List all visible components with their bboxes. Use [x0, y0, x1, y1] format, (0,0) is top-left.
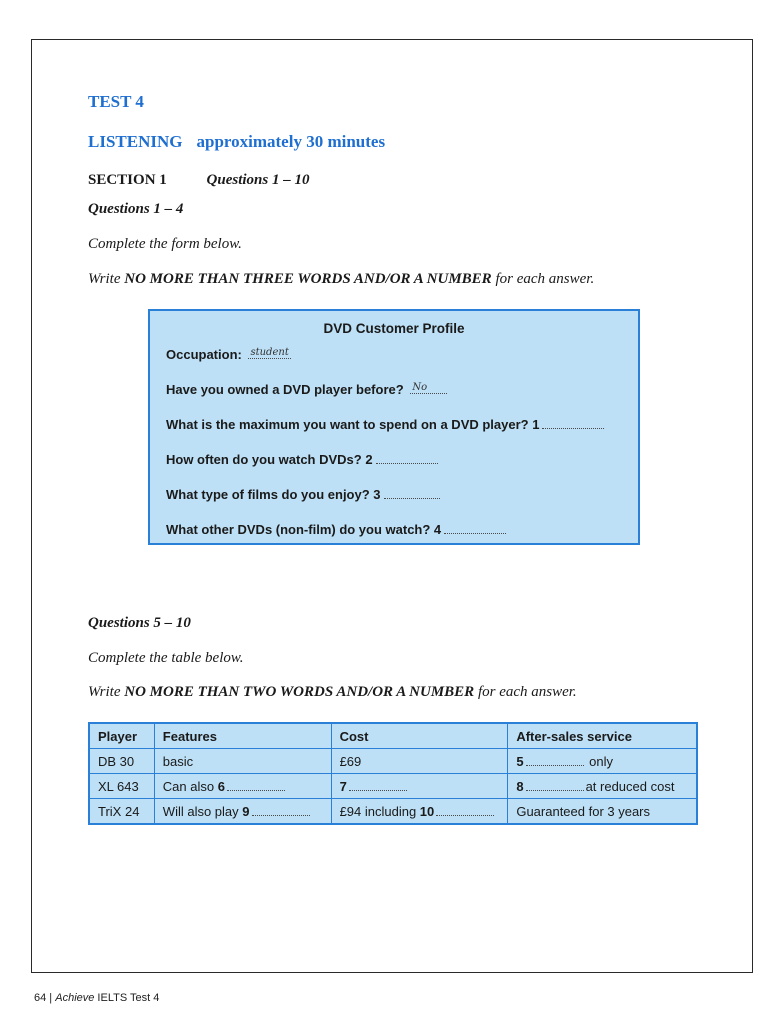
listening-duration: approximately 30 minutes	[196, 132, 386, 151]
cell-service	[508, 749, 697, 774]
instruction-limit: NO MORE THAN THREE WORDS AND/OR A NUMBER	[124, 271, 492, 287]
question-2-label: How often do you watch DVDs? 2	[166, 452, 373, 467]
part1-instruction-form: Complete the form below.	[88, 236, 242, 252]
answer-4-blank[interactable]	[444, 523, 506, 534]
cell-features	[154, 799, 331, 825]
cost-prefix: £94 including	[339, 803, 420, 819]
answer-9-blank[interactable]	[252, 805, 310, 816]
cell-player: XL 643	[89, 774, 154, 799]
cell-features: basic	[154, 749, 331, 774]
table-row	[89, 799, 697, 825]
header-cost: Cost	[331, 723, 508, 749]
section-questions: Questions 1 – 10	[206, 172, 310, 188]
question-2-row	[166, 452, 438, 467]
question-4-label: What other DVDs (non-film) do you watch? 4	[166, 522, 442, 537]
book-title-italic: Achieve	[55, 992, 95, 1004]
cell-cost	[331, 774, 508, 799]
section-heading	[88, 172, 309, 189]
instruction-limit: NO MORE THAN TWO WORDS AND/OR A NUMBER	[124, 684, 475, 700]
footer-separator: |	[46, 992, 56, 1004]
instruction-suffix: for each answer.	[474, 684, 577, 700]
instruction-prefix: Write	[88, 271, 125, 287]
table-row	[89, 774, 697, 799]
occupation-answer-text: student	[250, 347, 289, 358]
answer-5-blank[interactable]	[526, 755, 584, 766]
header-features: Features	[154, 723, 331, 749]
cell-cost: £69	[331, 749, 508, 774]
listening-heading	[88, 132, 385, 152]
cell-service	[508, 774, 697, 799]
part1-instruction-words	[88, 271, 594, 288]
dvd-customer-profile-form	[148, 309, 640, 545]
questions-1-4-heading: Questions 1 – 4	[88, 201, 184, 217]
test-title: TEST 4	[88, 92, 144, 111]
part2-instruction-words	[88, 684, 577, 701]
question-5-number: 5	[516, 753, 524, 769]
listening-label: LISTENING	[88, 132, 183, 151]
question-9-number: 9	[242, 803, 250, 819]
answer-8-blank[interactable]	[526, 780, 584, 791]
cell-cost	[331, 799, 508, 825]
question-8-number: 8	[516, 778, 524, 794]
question-7-number: 7	[339, 778, 347, 794]
question-4-row	[166, 522, 506, 537]
occupation-label: Occupation:	[166, 347, 242, 362]
answer-2-blank[interactable]	[376, 453, 438, 464]
service-suffix: only	[585, 753, 614, 769]
section-label: SECTION 1	[88, 172, 167, 188]
cell-player: DB 30	[89, 749, 154, 774]
answer-6-blank[interactable]	[227, 780, 285, 791]
question-3-label: What type of films do you enjoy? 3	[166, 487, 381, 502]
table-row	[89, 749, 697, 774]
instruction-prefix: Write	[88, 684, 125, 700]
table-header-row	[89, 723, 697, 749]
answer-1-blank[interactable]	[542, 418, 604, 429]
owned-player-answer-text: No	[412, 382, 428, 393]
header-after-sales: After-sales service	[508, 723, 697, 749]
answer-3-blank[interactable]	[384, 488, 440, 499]
answer-7-blank[interactable]	[349, 780, 407, 791]
cell-service: Guaranteed for 3 years	[508, 799, 697, 825]
question-3-row	[166, 487, 440, 502]
question-10-number: 10	[419, 803, 435, 819]
service-suffix: at reduced cost	[585, 778, 675, 794]
page-footer	[34, 992, 159, 1004]
owned-player-label: Have you owned a DVD player before?	[166, 382, 404, 397]
occupation-row	[166, 347, 291, 363]
form-title: DVD Customer Profile	[323, 321, 465, 336]
question-6-number: 6	[217, 778, 225, 794]
answer-10-blank[interactable]	[436, 805, 494, 816]
header-player: Player	[89, 723, 154, 749]
page-number: 64	[34, 992, 47, 1004]
features-prefix: Can also	[162, 778, 218, 794]
question-1-row	[166, 417, 604, 432]
owned-player-row	[166, 382, 447, 398]
owned-player-answer[interactable]	[410, 382, 447, 394]
instruction-suffix: for each answer.	[491, 271, 595, 287]
occupation-answer[interactable]	[248, 347, 290, 359]
cell-features	[154, 774, 331, 799]
cell-player: TriX 24	[89, 799, 154, 825]
book-title-rest: IELTS Test 4	[94, 992, 160, 1004]
question-1-label: What is the maximum you want to spend on a DVD player? 1	[166, 417, 540, 432]
part2-instruction-table: Complete the table below.	[88, 650, 244, 666]
dvd-player-table	[88, 722, 698, 825]
questions-5-10-heading: Questions 5 – 10	[88, 615, 191, 631]
features-prefix: Will also play	[162, 803, 243, 819]
